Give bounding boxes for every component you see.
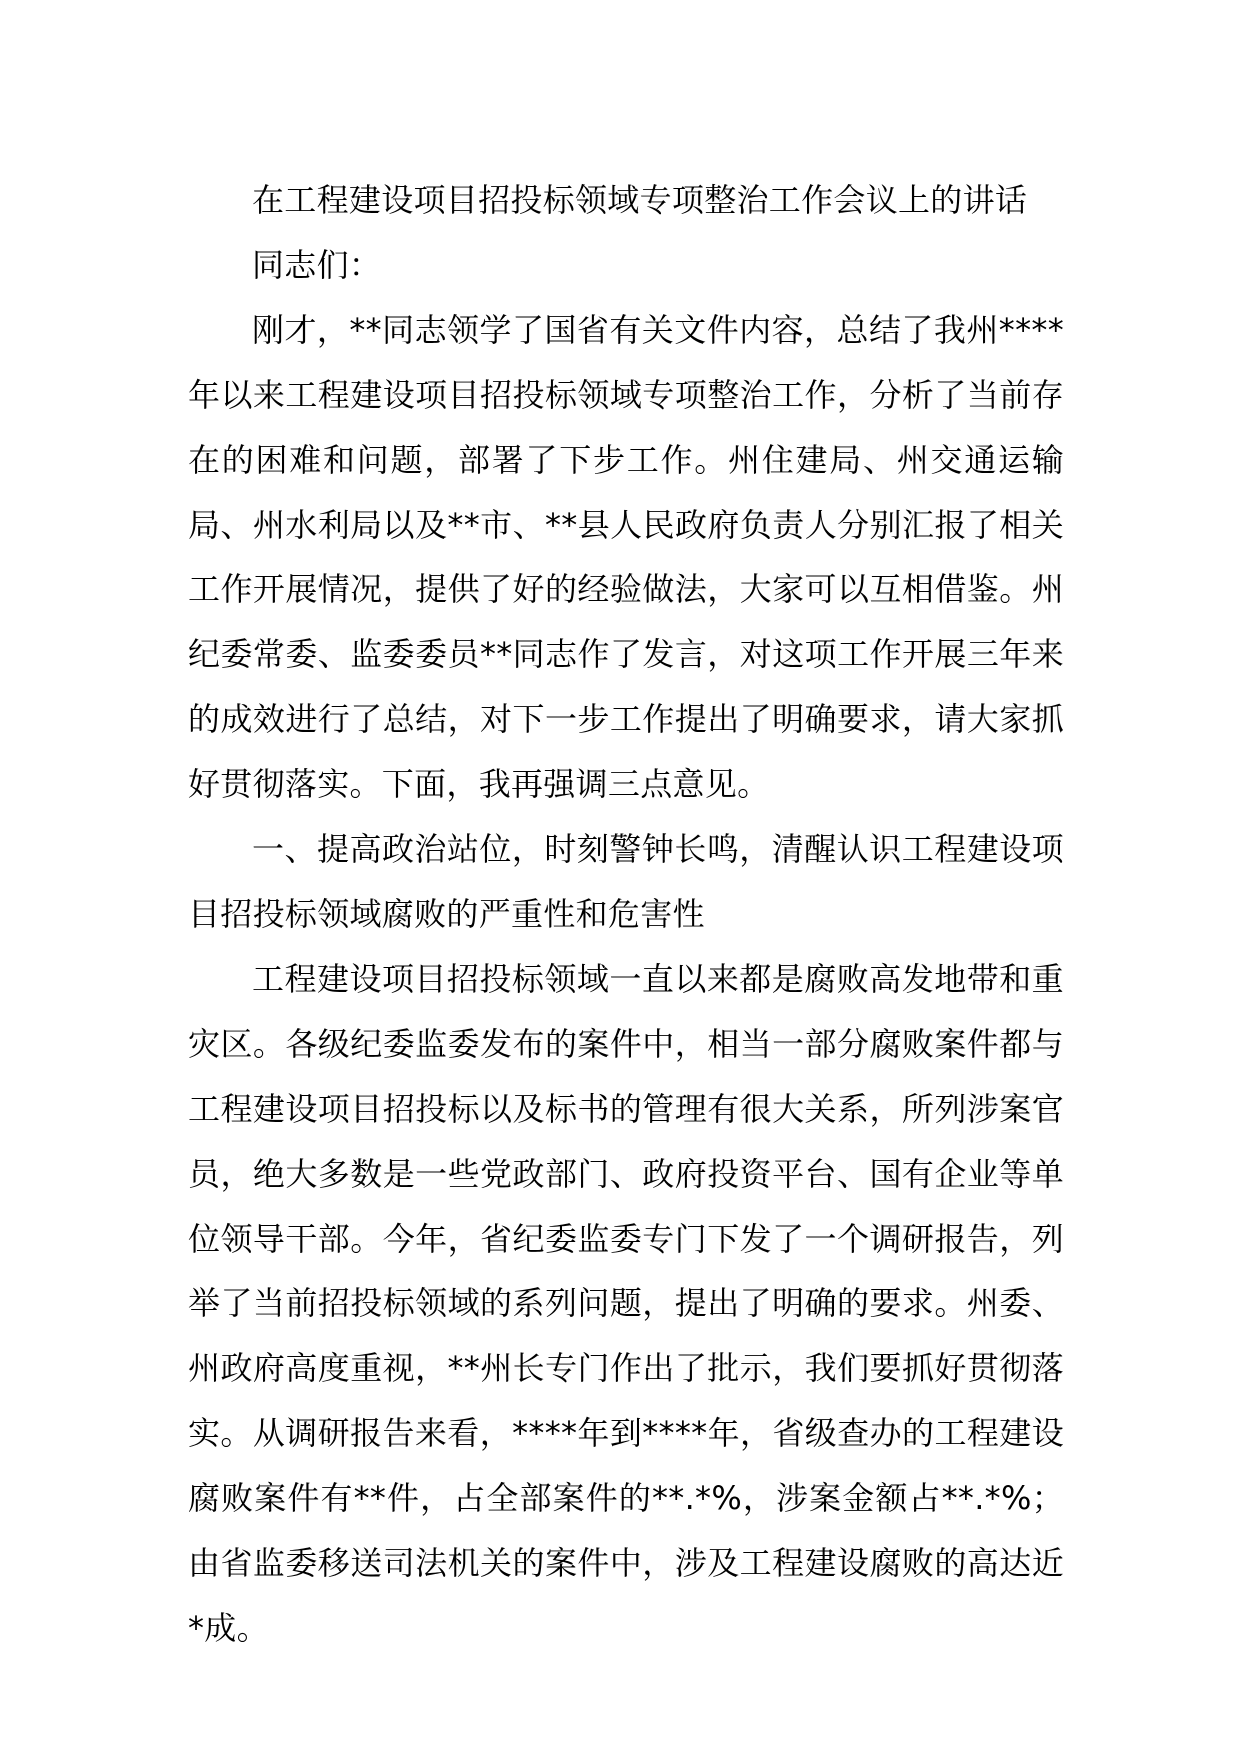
document-title: 在工程建设项目招投标领域专项整治工作会议上的讲话	[252, 181, 1028, 219]
section-heading-one: 一、提高政治站位，时刻警钟长鸣，清醒认识工程建设项目招投标领域腐败的严重性和危害性	[188, 830, 1064, 933]
document-body	[188, 168, 1064, 1661]
paragraph-section-one: 工程建设项目招投标领域一直以来都是腐败高发地带和重灾区。各级纪委监委发布的案件中，相当一部分腐败案件都与工程建设项目招投标以及标书的管理有很大关系，所列涉案官员，绝大多数是一些党政部门、政府投资平台、国有企业等单位领导干部。今年，省纪委监委专门下发了一个调研报告，列举了当前招投标领域的系列问题，提出了明确的要求。州委、州政府高度重视，**州长专门作出了批示，我们要抓好贯彻落实。从调研报告来看，****年到****年，省级查办的工程建设腐败案件有**件，占全部案件的**.*%，涉案金额占**.*%；由省监委移送司法机关的案件中，涉及工程建设腐败的高达近*成。	[188, 959, 1064, 1647]
paragraph-opening: 刚才，**同志领学了国省有关文件内容，总结了我州****年以来工程建设项目招投标领域专项整治工作，分析了当前存在的困难和问题，部署了下步工作。州住建局、州交通运输局、州水利局以及**市、**县人民政府负责人分别汇报了相关工作开展情况，提供了好的经验做法，大家可以互相借鉴。州纪委常委、监委委员**同志作了发言，对这项工作开展三年来的成效进行了总结，对下一步工作提出了明确要求，请大家抓好贯彻落实。下面，我再强调三点意见。	[188, 310, 1064, 804]
salutation: 同志们：	[252, 245, 382, 284]
